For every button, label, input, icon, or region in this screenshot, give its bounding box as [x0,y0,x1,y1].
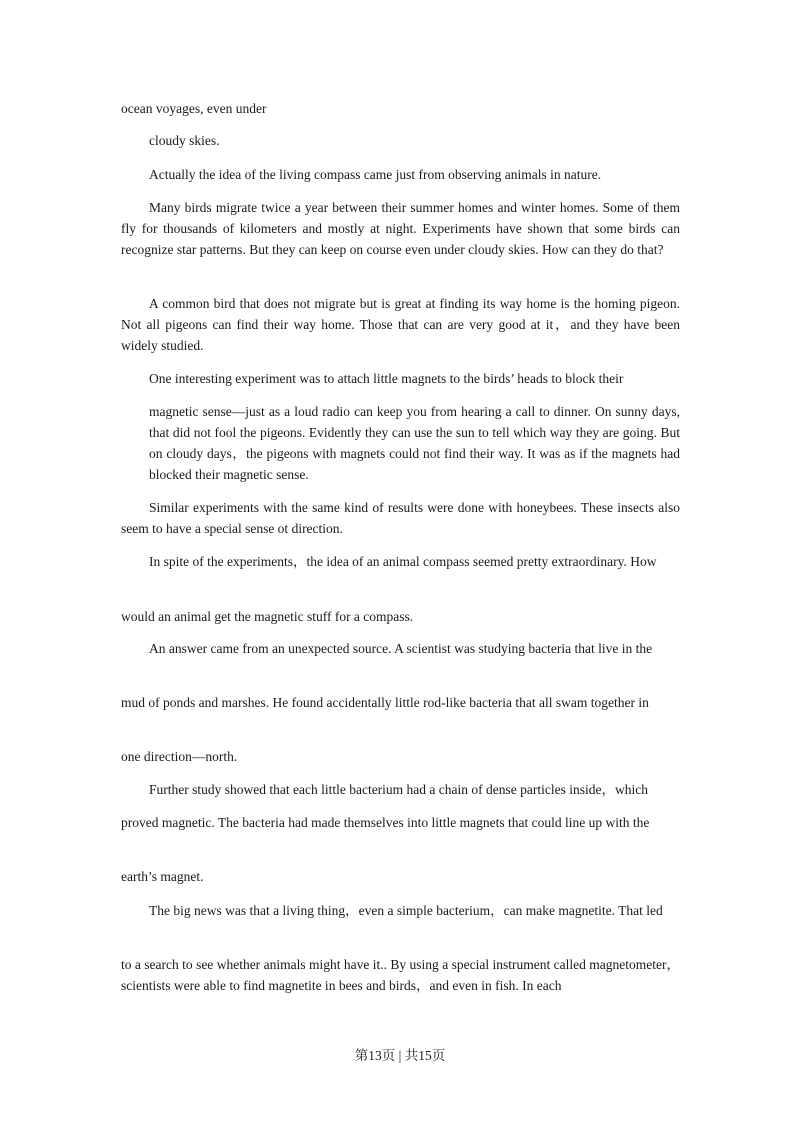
paragraph: to a search to see whether animals might have it.. By using a special instrument called magnetometer，scientists were able to find magnetite in bees and birds，and even in fish. In each [121,957,680,993]
paragraph: A common bird that does not migrate but is great at finding its way home is the homing pigeon. Not all pigeons can find their way home. Those that can are very good at it，and they have been widely studied. [121,296,680,353]
paragraph: In spite of the experiments，the idea of an animal compass seemed pretty extraordinary. How [149,554,657,569]
paragraph: earth’s magnet. [121,869,204,884]
paragraph: Actually the idea of the living compass came just from observing animals in nature. [149,167,602,182]
page-number-footer: 第13页 | 共15页 [354,1048,446,1063]
paragraph: magnetic sense—just as a loud radio can keep you from hearing a call to dinner. On sunny days, that did not fool the pigeons. Evidently they can use the sun to tell which way they are going. But on cloudy days，the pigeons with magnets could not find their way. It was as if the magnets had blocked their magnetic sense. [149,404,680,482]
paragraph: One interesting experiment was to attach little magnets to the birds’ heads to block their [149,371,624,386]
paragraph: Further study showed that each little bacterium had a chain of dense particles inside，which [149,782,648,797]
paragraph: mud of ponds and marshes. He found accidentally little rod-like bacteria that all swam together in [121,695,649,710]
paragraph: An answer came from an unexpected source. A scientist was studying bacteria that live in the [149,641,653,656]
paragraph: Similar experiments with the same kind of results were done with honeybees. These insects also seem to have a special sense ot direction. [121,500,680,536]
paragraph: The big news was that a living thing，even a simple bacterium，can make magnetite. That led [149,903,663,918]
paragraph: proved magnetic. The bacteria had made themselves into little magnets that could line up with the [121,815,650,830]
paragraph: would an animal get the magnetic stuff for a compass. [121,609,414,624]
paragraph: ocean voyages, even under [121,101,267,116]
paragraph: Many birds migrate twice a year between their summer homes and winter homes. Some of them fly for thousands of kilometers and mostly at night. Experiments have shown that some birds can recognize star patterns. But they can keep on course even under cloudy skies. How can they do that? [121,200,680,257]
paragraph: one direction—north. [121,749,238,764]
paragraph: cloudy skies. [149,133,220,148]
